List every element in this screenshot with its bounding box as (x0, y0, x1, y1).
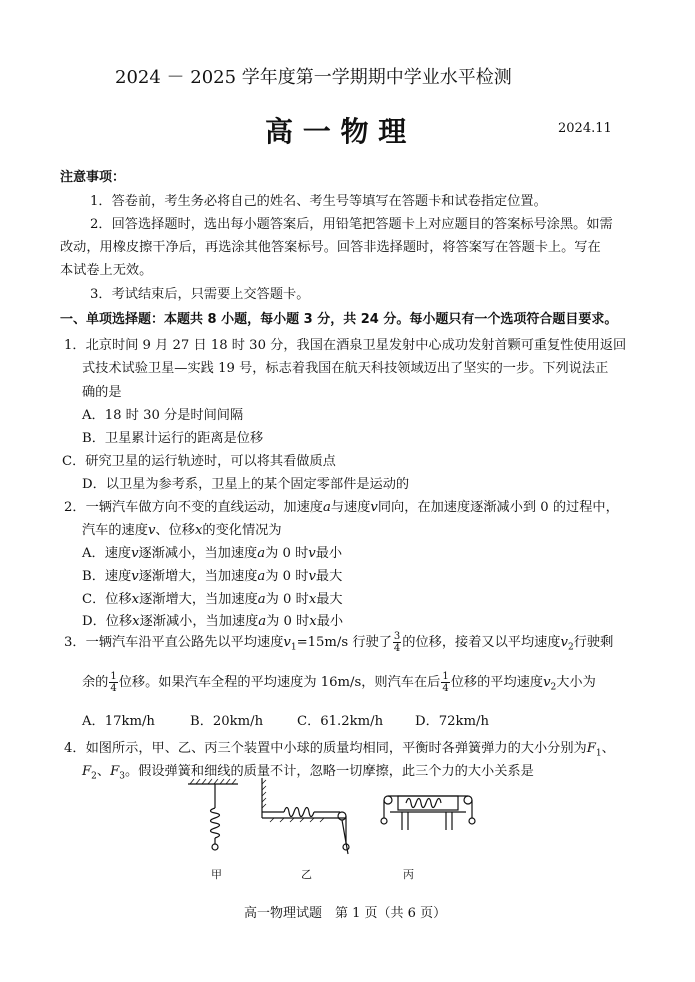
notice-item-2-end: 本试卷上无效。 (60, 263, 153, 278)
notice-item-2: 2．回答选择题时，选出每小题答案后，用铅笔把答题卡上对应题目的答案标号涂黑。如需 (90, 217, 613, 232)
device-jia (188, 779, 238, 850)
notice-item-2-cont: 改动，用橡皮擦干净后，再选涂其他答案标号。回答非选择题时，将答案写在答题卡上。写在 (60, 240, 601, 255)
q2-option-d: D．位移x逐渐减小，当加速度a为 0 时x最小 (82, 614, 344, 629)
q3-option-d: D．72km/h (415, 714, 489, 729)
q2-stem-line1: 2．一辆汽车做方向不变的直线运动，加速度a与速度v同向，在加速度逐渐减小到 0 的过程中， (64, 500, 619, 515)
notice-item-3: 3．考试结束后，只需要上交答题卡。 (90, 287, 310, 302)
spring-devices-figure (180, 778, 480, 860)
subject-title: 高 一 物 理 (265, 115, 407, 148)
section-heading: 一、单项选择题：本题共 8 小题，每小题 3 分，共 24 分。每小题只有一个选项符合题目要求。 (60, 312, 618, 327)
device-bing (381, 796, 475, 830)
q1-option-d: D．以卫星为参考系，卫星上的某个固定零部件是运动的 (82, 477, 410, 492)
q3-stem-line2: 余的 $\frac{1}{4}$ 位移。如果汽车全程的平均速度为 16m/s，则汽车在后 $\frac{1}{4}$ 位移的平均速度$v_2$大小为 (82, 671, 596, 694)
fraction-1-4-b: $\frac{1}{4}$ (442, 671, 449, 694)
q1-option-c: C．研究卫星的运行轨迹时，可以将其看做质点 (62, 454, 336, 469)
q2-stem-line2: 汽车的速度v、位移x的变化情况为 (82, 523, 282, 538)
exam-date: 2024.11 (558, 121, 612, 136)
figure-label-bing: 丙 (403, 868, 414, 881)
q3-option-a: A．17km/h (82, 714, 155, 729)
notice-item-1: 1．答卷前，考生务必将自己的姓名、考生号等填写在答题卡和试卷指定位置。 (90, 194, 547, 209)
q2-option-a: A．速度v逐渐减小，当加速度a为 0 时v最小 (82, 546, 343, 561)
q2-option-b: B．速度v逐渐增大，当加速度a为 0 时v最大 (82, 569, 343, 584)
fraction-1-4: $\frac{1}{4}$ (110, 671, 117, 694)
q3-option-b: B．20km/h (190, 714, 264, 729)
q3-option-c: C．61.2km/h (297, 714, 384, 729)
exam-title: 2024 － 2025 学年度第一学期期中学业水平检测 (115, 67, 512, 88)
q1-stem-line1: 1．北京时间 9 月 27 日 18 时 30 分，我国在酒泉卫星发射中心成功发射首颗可重复性使用返回 (64, 338, 627, 353)
page-footer: 高一物理试题 第 1 页（共 6 页） (244, 906, 447, 921)
device-yi (262, 778, 349, 854)
notice-title: 注意事项： (60, 170, 126, 185)
fraction-3-4: $\frac{3}{4}$ (393, 631, 401, 654)
q1-stem-line2: 式技术试验卫星—实践 19 号，标志着我国在航天科技领域迈出了坚实的一步。下列说法正 (82, 361, 609, 376)
q1-stem-line3: 确的是 (82, 385, 122, 400)
q1-option-a: A．18 时 30 分是时间间隔 (82, 408, 244, 423)
q1-option-b: B．卫星累计运行的距离是位移 (82, 431, 264, 446)
q4-stem-line1: 4．如图所示，甲、乙、丙三个装置中小球的质量均相同，平衡时各弹簧弹力的大小分别为$F_1$、 (64, 741, 615, 759)
q2-option-c: C．位移x逐渐增大，当加速度a为 0 时x最大 (82, 592, 343, 607)
figure-label-jia: 甲 (211, 868, 222, 881)
figure-label-yi: 乙 (301, 868, 312, 881)
q3-stem-line1: 3．一辆汽车沿平直公路先以平均速度$v_1=15m/s$ 行驶了 $\frac{3}{4}$ 的位移，接着又以平均速度$v_2$行驶剩 (64, 631, 614, 654)
q4-stem-line2: $F_2$、$F_3$。假设弹簧和细线的质量不计，忽略一切摩擦，此三个力的大小关系是 (82, 764, 534, 782)
